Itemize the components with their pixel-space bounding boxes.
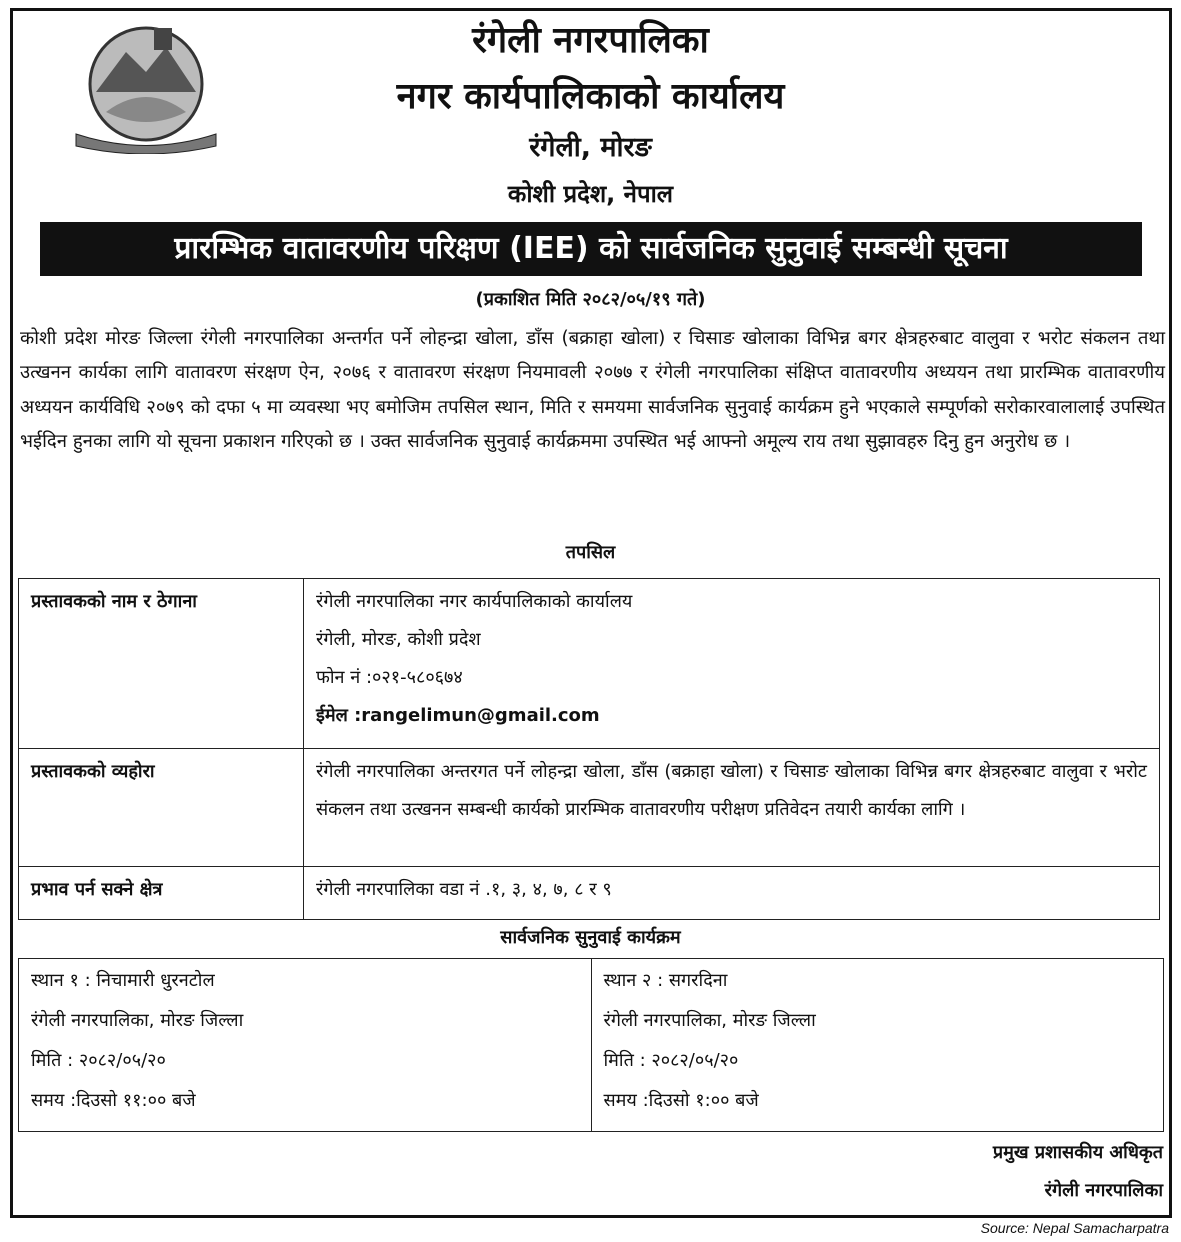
notice-body: कोशी प्रदेश मोरङ जिल्ला रंगेली नगरपालिका अन्तर्गत पर्ने लोहन्द्रा खोला, डाँस (बक्राहा खोला) र चिसाङ खोलाका विभिन्न बगर क्षेत्रहरुबाट वालुवा र भरोट संकलन तथा उत्खनन कार्यका लागि वातावरण संरक्षण ऐन, २०७६ र वातावरण संरक्षण नियमावली २०७७ र रंगेली नगरपालिका संक्षिप्त वातावरणीय अध्ययन तथा प्रारम्भिक वातावरणीय अध्ययन कार्यविधि २०७९ को दफा ५ मा व्यवस्था भए बमोजिम तपसिल स्थान, मिति र समयमा सार्वजनिक सुनुवाई कार्यक्रम हुने भएकाले सम्पूर्णको सरोकारवालालाई उपस्थित भईदिन हुनका लागि यो सूचना प्रकाशन गरिएको छ । उक्त सार्वजनिक सुनुवाई कार्यक्रममा उपस्थित भई आफ्नो अमूल्य राय तथा सुझावहरु दिनु हुन अनुरोध छ । xyxy=(20,328,1165,452)
row-value: रंगेली नगरपालिका वडा नं .१, ३, ४, ७, ८ र ९ xyxy=(304,867,1160,920)
row-label: प्रस्तावकको नाम र ठेगाना xyxy=(19,579,304,749)
table-row xyxy=(19,579,1160,749)
details-heading: तपसिल xyxy=(565,542,616,563)
notice-title-banner: प्रारम्भिक वातावरणीय परिक्षण (IEE) को सार्वजनिक सुनुवाई सम्बन्धी सूचना xyxy=(40,222,1142,276)
venue-place: स्थान १ : निचामारी धुरनटोल xyxy=(31,970,215,991)
proposer-name: रंगेली नगरपालिका नगर कार्यपालिकाको कार्यालय xyxy=(316,591,633,612)
venue-place: स्थान २ : सगरदिना xyxy=(603,970,728,991)
row-label: प्रस्तावकको व्यहोरा xyxy=(19,749,304,867)
venue-time: समय :दिउसो १:०० बजे xyxy=(603,1090,759,1111)
signatory-title: प्रमुख प्रशासकीय अधिकृत xyxy=(992,1142,1163,1163)
proposer-email: ईमेल :rangelimun@gmail.com xyxy=(316,705,600,726)
table-row xyxy=(19,749,1160,867)
row-label: प्रभाव पर्न सक्ने क्षेत्र xyxy=(19,867,304,920)
venue-address: रंगेली नगरपालिका, मोरङ जिल्ला xyxy=(31,1010,244,1031)
proposer-phone: फोन नं :०२१-५८०६७४ xyxy=(316,667,463,688)
published-date: (प्रकाशित मिति २०८२/०५/१९ गते) xyxy=(475,289,706,310)
venue-time: समय :दिउसो ११:०० बजे xyxy=(31,1090,196,1111)
office-name: नगर कार्यपालिकाको कार्यालय xyxy=(396,76,785,117)
source-caption: Source: Nepal Samacharpatra xyxy=(980,1220,1169,1236)
venue-date: मिति : २०८२/०५/२० xyxy=(31,1050,166,1071)
municipality-name: रंगेली नगरपालिका xyxy=(472,20,709,61)
signatory-office: रंगेली नगरपालिका xyxy=(1044,1180,1163,1201)
venue-2 xyxy=(591,959,1164,1132)
program-heading: सार्वजनिक सुनुवाई कार्यक्रम xyxy=(500,927,681,948)
venue-1 xyxy=(19,959,592,1132)
details-table xyxy=(18,578,1160,920)
venue-date: मिति : २०८२/०५/२० xyxy=(603,1050,739,1071)
venues-table xyxy=(18,958,1164,1132)
venue-address: रंगेली नगरपालिका, मोरङ जिल्ला xyxy=(603,1010,816,1031)
table-row xyxy=(19,867,1160,920)
province-country: कोशी प्रदेश, नेपाल xyxy=(507,180,674,208)
row-value xyxy=(304,579,1160,749)
office-location: रंगेली, मोरङ xyxy=(529,132,652,163)
proposer-address: रंगेली, मोरङ, कोशी प्रदेश xyxy=(316,629,481,650)
row-value: रंगेली नगरपालिका अन्तरगत पर्ने लोहन्द्रा खोला, डाँस (बक्राहा खोला) र चिसाङ खोलाका विभिन्न बगर क्षेत्रहरुबाट वालुवा र भरोट संकलन तथा उत्खनन सम्बन्धी कार्यको प्रारम्भिक वातावरणीय परीक्षण प्रतिवेदन तयारी कार्यका लागि । xyxy=(304,749,1160,867)
table-row xyxy=(19,959,1164,1132)
